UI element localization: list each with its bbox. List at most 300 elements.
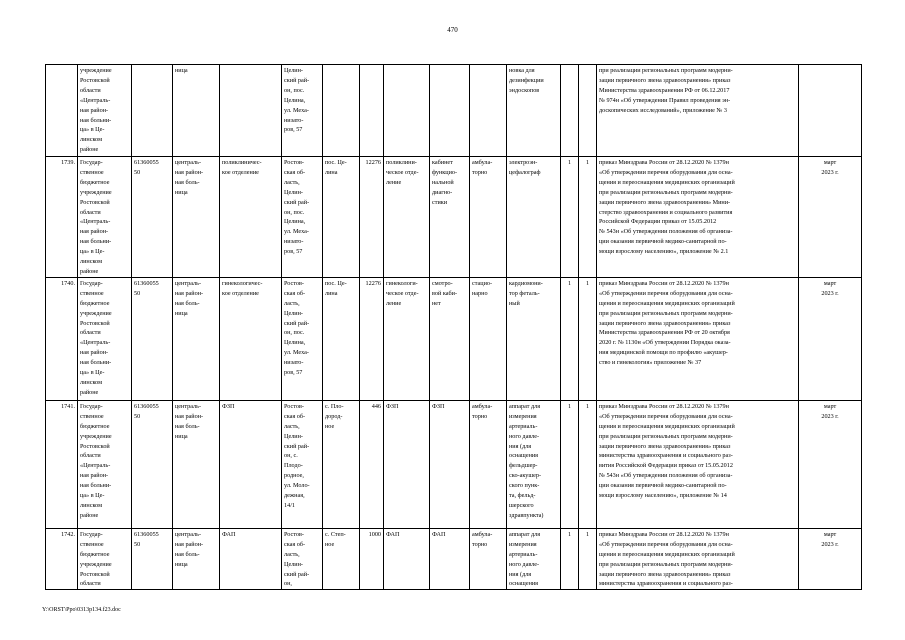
cell-text-line: ная боль-	[175, 550, 200, 558]
cell-text-line: 61360055	[134, 402, 159, 410]
cell-text-line: ного давле-	[509, 560, 540, 568]
cell-text-line: шерского	[509, 501, 534, 509]
cell-text-line: «Об утверждении перечня оборудования для осна-	[599, 289, 733, 297]
cell-text-line: ная район-	[175, 412, 204, 420]
cell-text-line: районе	[80, 388, 99, 396]
department-cell	[384, 157, 430, 278]
cell-text-line: ная район-	[80, 472, 109, 480]
cell-text-line: ного давле-	[509, 432, 540, 440]
cell-text-line: 50	[134, 168, 141, 176]
cell-text-line: Целина,	[284, 96, 306, 104]
cell-text-line: ственное	[80, 289, 104, 297]
cell-text-line: централь-	[175, 402, 202, 410]
population-cell	[360, 65, 384, 157]
cell-text-line: Целин-	[284, 188, 303, 196]
cell-text-line: 50	[134, 412, 141, 420]
cell-text-line: ФАП	[222, 530, 236, 538]
table-body	[46, 65, 862, 590]
equipment-table	[45, 64, 862, 590]
cell-text-line: торно	[472, 168, 488, 176]
department-cell	[384, 528, 430, 589]
room-cell	[430, 277, 470, 400]
care-conditions-cell	[470, 400, 507, 528]
cell-text-line: торно	[472, 540, 488, 548]
cell-text-line: ца» в Це-	[80, 126, 105, 134]
cell-text-line: Государ-	[80, 159, 103, 166]
cell-text-line: Плодо-	[284, 462, 303, 470]
population-cell	[360, 277, 384, 400]
legal-basis-cell	[597, 65, 799, 157]
cell-text-line: «Централь-	[80, 96, 111, 104]
cell-text-line: зации первичного звена здравоохранения» приказ	[599, 570, 731, 578]
cell-text-line: нарно	[472, 289, 488, 297]
delivery-date-cell	[799, 400, 862, 528]
cell-text-line: ная район-	[80, 349, 109, 357]
cell-text-line: приказ Минздрава России от 28.12.2020 № 1379н	[599, 279, 729, 287]
quantity-cell	[561, 277, 579, 400]
cell-text-line: ный	[509, 299, 520, 307]
cell-text-line: 1740.	[61, 279, 75, 287]
equipment-cell	[507, 277, 561, 400]
table-row	[46, 400, 862, 528]
organization-cell	[78, 65, 132, 157]
cell-text-line: кое отделение	[222, 289, 259, 297]
cell-text-line: эндоскопов	[509, 86, 540, 94]
cell-text-line: та, фельд-	[509, 492, 536, 500]
cell-text-line: фельдшер-	[509, 462, 538, 470]
cell-text-line: «Об утверждении перечня оборудования для осна-	[599, 412, 733, 420]
cell-text-line: министерства здравоохранения и социального раз-	[599, 452, 733, 460]
row-number-cell	[46, 400, 78, 528]
cell-text-line: бюджетное	[80, 178, 110, 186]
cell-text-line: он, пос.	[284, 329, 305, 337]
cell-text-line: 50	[134, 540, 141, 548]
cell-text-line: артериаль-	[509, 422, 538, 430]
cell-text-line: 50	[134, 289, 141, 297]
cell-text-line: бюджетное	[80, 299, 110, 307]
cell-text-line: ФЗП	[432, 402, 445, 410]
cell-text-line: ная район-	[175, 540, 204, 548]
cell-text-line: март	[823, 402, 837, 410]
cell-text-line: при реализации региональных программ модерни-	[599, 432, 733, 440]
cell-text-line: области	[80, 208, 101, 216]
cell-text-line: 61360055	[134, 279, 159, 287]
cell-text-line: низато-	[284, 116, 304, 124]
cell-text-line: области	[80, 580, 101, 588]
cell-text-line: ул. Меха-	[284, 106, 309, 114]
settlement-cell	[323, 65, 360, 157]
org-code-cell	[132, 157, 173, 278]
mo-type-cell	[173, 277, 220, 400]
cell-text-line: № 543н «Об утверждении положения об организа-	[599, 228, 733, 236]
room-cell	[430, 157, 470, 278]
cell-text-line: гинекологи-	[386, 279, 418, 287]
cell-text-line: стики	[432, 198, 448, 206]
cell-text-line: мощи взрослому населению», приложение № 14	[599, 492, 727, 500]
cell-text-line: здравпункта)	[509, 511, 544, 519]
delivery-date-cell	[799, 65, 862, 157]
cell-text-line: лина	[325, 289, 338, 297]
cell-text-line: Целин-	[284, 67, 303, 74]
cell-text-line: 446	[371, 402, 381, 410]
organization-cell	[78, 277, 132, 400]
cell-text-line: централь-	[175, 279, 202, 287]
cell-text-line: тор феталь-	[509, 289, 540, 297]
cell-text-line: ство и гинекология» приложение № 37	[599, 359, 702, 367]
cell-text-line: линском	[80, 378, 103, 386]
address-cell	[282, 157, 323, 278]
cell-text-line: ул. Меха-	[284, 228, 309, 236]
cell-text-line: 12276	[365, 279, 381, 287]
cell-text-line: кабинет	[432, 159, 453, 166]
settlement-cell	[323, 277, 360, 400]
table-row	[46, 528, 862, 589]
cell-text-line: Ростовской	[80, 570, 110, 578]
equipment-cell	[507, 528, 561, 589]
delivery-date-cell	[799, 157, 862, 278]
quantity-cell	[561, 157, 579, 278]
cell-text-line: поликлиничес-	[222, 159, 262, 166]
cell-text-line: 1	[567, 279, 572, 287]
cell-text-line: ная район-	[175, 168, 204, 176]
cell-text-line: ница	[175, 309, 188, 317]
cell-text-line: ное	[325, 422, 335, 430]
cell-text-line: ул. Меха-	[284, 349, 309, 357]
population-cell	[360, 528, 384, 589]
cell-text-line: ная боль-	[175, 299, 200, 307]
cell-text-line: 2023 г.	[821, 540, 839, 548]
cell-text-line: Ростов-	[284, 159, 304, 166]
row-number-cell	[46, 157, 78, 278]
cell-text-line: ная больни-	[80, 116, 112, 124]
cell-text-line: ции оказания первичной медико-санитарной по-	[599, 238, 727, 246]
cell-text-line: 61360055	[134, 159, 159, 166]
cell-text-line: Ростов-	[284, 402, 304, 410]
cell-text-line: бюджетное	[80, 550, 110, 558]
cell-text-line: «Централь-	[80, 462, 111, 470]
cell-text-line: Министерства здравоохранения РФ от 06.12.2017	[599, 86, 730, 94]
row-number-cell	[46, 528, 78, 589]
cell-text-line: ласть,	[284, 299, 300, 307]
cell-text-line: ница	[175, 560, 188, 568]
cell-text-line: Государ-	[80, 530, 103, 538]
cell-text-line: ление	[386, 299, 402, 307]
cell-text-line: измерения	[509, 540, 537, 548]
cell-text-line: учреждение	[80, 309, 112, 317]
cell-text-line: Целина,	[284, 218, 306, 226]
cell-text-line: № 974н «Об утверждении Правил проведения эн-	[599, 96, 731, 104]
cell-text-line: оснащения	[509, 580, 539, 588]
cell-text-line: 1	[585, 279, 590, 287]
cell-text-line: ская об-	[284, 168, 306, 176]
cell-text-line: ский рай-	[284, 76, 310, 84]
organization-cell	[78, 528, 132, 589]
organization-cell	[78, 400, 132, 528]
cell-text-line: родное,	[284, 472, 304, 480]
cell-text-line: ная боль-	[175, 422, 200, 430]
quantity-cell	[561, 528, 579, 589]
cell-text-line: Целина,	[284, 339, 306, 347]
cell-text-line: ная боль-	[175, 178, 200, 186]
cell-text-line: ная больни-	[80, 359, 112, 367]
cell-text-line: с. Степ-	[325, 530, 346, 538]
cell-text-line: щения и переоснащения медицинских организаций	[599, 299, 735, 307]
org-code-cell	[132, 277, 173, 400]
cell-text-line: пос. Це-	[325, 159, 347, 166]
cell-text-line: ско-акушер-	[509, 472, 542, 480]
address-cell	[282, 528, 323, 589]
cell-text-line: министерства здравоохранения и социального раз-	[599, 580, 733, 588]
cell-text-line: ский рай-	[284, 198, 310, 206]
structural-unit-cell	[220, 277, 282, 400]
cell-text-line: вой каби-	[432, 289, 458, 297]
cell-text-line: ласть,	[284, 178, 300, 186]
cell-text-line: ФАП	[386, 530, 400, 538]
cell-text-line: измерения	[509, 412, 537, 420]
cell-text-line: Государ-	[80, 279, 103, 287]
cell-text-line: при реализации региональных программ модерни-	[599, 560, 733, 568]
cell-text-line: новка для	[509, 67, 535, 74]
cell-text-line: ница	[175, 67, 188, 74]
cell-text-line: ница	[175, 188, 188, 196]
address-cell	[282, 400, 323, 528]
cell-text-line: ца» в Це-	[80, 248, 105, 256]
cell-text-line: ная район-	[80, 106, 109, 114]
cell-text-line: «Централь-	[80, 339, 111, 347]
cell-text-line: ская об-	[284, 412, 306, 420]
cell-text-line: ца» в Це-	[80, 369, 105, 377]
cell-text-line: линском	[80, 501, 103, 509]
cell-text-line: он,	[284, 580, 292, 588]
cell-text-line: Целин-	[284, 432, 303, 440]
cell-text-line: Государ-	[80, 402, 103, 410]
address-cell	[282, 277, 323, 400]
cell-text-line: ров, 57	[284, 369, 303, 377]
delivery-date-cell	[799, 277, 862, 400]
cell-text-line: дежная,	[284, 492, 305, 500]
cell-text-line: март	[823, 279, 837, 287]
cell-text-line: март	[823, 159, 837, 166]
cell-text-line: централь-	[175, 159, 202, 166]
care-conditions-cell	[470, 65, 507, 157]
care-conditions-cell	[470, 157, 507, 278]
cell-text-line: 1	[567, 402, 572, 410]
cell-text-line: аппарат для	[509, 402, 541, 410]
table-row	[46, 157, 862, 278]
cell-text-line: приказ Минздрава России от 28.12.2020 № 1379н	[599, 159, 729, 166]
cell-text-line: ственное	[80, 168, 104, 176]
cell-text-line: функцио-	[432, 168, 458, 176]
legal-basis-cell	[597, 400, 799, 528]
cell-text-line: при реализации региональных программ модерни-	[599, 188, 733, 196]
cell-text-line: щения и переоснащения медицинских организаций	[599, 422, 735, 430]
cell-text-line: ФАП	[432, 530, 446, 538]
cell-text-line: Российской Федерации приказ от 15.05.2012	[599, 218, 717, 226]
cell-text-line: ное	[325, 540, 335, 548]
delivery-date-cell	[799, 528, 862, 589]
cell-text-line: зации первичного звена здравоохранения» приказ	[599, 319, 731, 327]
mo-type-cell	[173, 528, 220, 589]
cell-text-line: Ростовской	[80, 198, 110, 206]
cell-text-line: ния (для	[509, 570, 532, 578]
footer-file-path: Y:\ORST\Ppo\0313p134.f23.doc	[42, 607, 121, 613]
quantity-total-cell	[579, 157, 597, 278]
cell-text-line: низато-	[284, 359, 304, 367]
cell-text-line: лина	[325, 168, 338, 176]
cell-text-line: 14/1	[284, 501, 296, 509]
cell-text-line: 1	[567, 159, 572, 166]
cell-text-line: линском	[80, 136, 103, 144]
cell-text-line: ции оказания первичной медико-санитарной по-	[599, 482, 727, 490]
cell-text-line: диагно-	[432, 188, 453, 196]
equipment-cell	[507, 65, 561, 157]
cell-text-line: зации первичного звена здравоохранения» Мини-	[599, 198, 731, 206]
quantity-total-cell	[579, 400, 597, 528]
cell-text-line: области	[80, 452, 101, 460]
cell-text-line: стацио-	[472, 279, 493, 287]
cell-text-line: электроэн-	[509, 159, 538, 166]
quantity-total-cell	[579, 277, 597, 400]
structural-unit-cell	[220, 528, 282, 589]
structural-unit-cell	[220, 65, 282, 157]
cell-text-line: районе	[80, 267, 99, 275]
cell-text-line: учреждение	[80, 67, 112, 74]
quantity-cell	[561, 65, 579, 157]
row-number-cell	[46, 277, 78, 400]
cell-text-line: Ростов-	[284, 279, 304, 287]
org-code-cell	[132, 528, 173, 589]
quantity-cell	[561, 400, 579, 528]
table-row	[46, 65, 862, 157]
cell-text-line: учреждение	[80, 188, 112, 196]
cell-text-line: № 543н «Об утверждении положения об организа-	[599, 472, 733, 480]
cell-text-line: дород-	[325, 412, 343, 420]
settlement-cell	[323, 400, 360, 528]
cell-text-line: пос. Це-	[325, 279, 347, 287]
org-code-cell	[132, 65, 173, 157]
cell-text-line: ский рай-	[284, 319, 310, 327]
cell-text-line: ская об-	[284, 540, 306, 548]
cell-text-line: он, пос.	[284, 208, 305, 216]
cell-text-line: вития Российской Федерации приказ от 15.05.2012	[599, 462, 733, 470]
cell-text-line: ния (для	[509, 442, 532, 450]
cell-text-line: ская об-	[284, 289, 306, 297]
cell-text-line: нет	[432, 299, 441, 307]
cell-text-line: ственное	[80, 412, 104, 420]
organization-cell	[78, 157, 132, 278]
cell-text-line: амбула-	[472, 159, 493, 166]
population-cell	[360, 400, 384, 528]
cell-text-line: учреждение	[80, 560, 112, 568]
cell-text-line: Ростов-	[284, 530, 304, 538]
department-cell	[384, 400, 430, 528]
cell-text-line: ческое отде-	[386, 289, 419, 297]
cell-text-line: поликлини-	[386, 159, 417, 166]
cell-text-line: 1	[585, 159, 590, 166]
cell-text-line: ческое отде-	[386, 168, 419, 176]
cell-text-line: кое отделение	[222, 168, 259, 176]
cell-text-line: 2020 г. № 1130н «Об утверждении Порядка оказа-	[599, 339, 731, 347]
cell-text-line: Ростовской	[80, 442, 110, 450]
cell-text-line: области	[80, 329, 101, 337]
mo-type-cell	[173, 65, 220, 157]
address-cell	[282, 65, 323, 157]
cell-text-line: «Об утверждении перечня оборудования для осна-	[599, 540, 733, 548]
cell-text-line: 1	[585, 402, 590, 410]
structural-unit-cell	[220, 400, 282, 528]
legal-basis-cell	[597, 157, 799, 278]
cell-text-line: районе	[80, 146, 99, 154]
cell-text-line: зации первичного звена здравоохранения» приказ	[599, 76, 731, 84]
cell-text-line: Целин-	[284, 309, 303, 317]
row-number-cell	[46, 65, 78, 157]
cell-text-line: 2023 г.	[821, 168, 839, 176]
cell-text-line: ул. Моло-	[284, 482, 310, 490]
cell-text-line: аппарат для	[509, 530, 541, 538]
legal-basis-cell	[597, 277, 799, 400]
cell-text-line: приказ Минздрава России от 28.12.2020 № 1379н	[599, 530, 729, 538]
cell-text-line: он, с.	[284, 452, 298, 460]
cell-text-line: ление	[386, 178, 402, 186]
cell-text-line: линском	[80, 258, 103, 266]
room-cell	[430, 65, 470, 157]
cell-text-line: ственное	[80, 540, 104, 548]
cell-text-line: Ростовской	[80, 76, 110, 84]
cell-text-line: 1742.	[61, 530, 75, 538]
cell-text-line: ная район-	[175, 289, 204, 297]
cell-text-line: нальной	[432, 178, 454, 186]
settlement-cell	[323, 528, 360, 589]
cell-text-line: 1	[567, 530, 572, 538]
equipment-cell	[507, 400, 561, 528]
cell-text-line: 12276	[365, 159, 381, 166]
cell-text-line: при реализации региональных программ модерни-	[599, 67, 733, 74]
cell-text-line: области	[80, 86, 101, 94]
population-cell	[360, 157, 384, 278]
cell-text-line: «Об утверждении перечня оборудования для осна-	[599, 168, 733, 176]
cell-text-line: Министерства здравоохранения РФ от 20 октября	[599, 329, 730, 337]
cell-text-line: щения и переоснащения медицинских организаций	[599, 178, 735, 186]
cell-text-line: цефалограф	[509, 168, 541, 176]
cell-text-line: бюджетное	[80, 422, 110, 430]
cell-text-line: оснащения	[509, 452, 539, 460]
cell-text-line: приказ Минздрава России от 28.12.2020 № 1379н	[599, 402, 729, 410]
cell-text-line: доскопических исследований», приложение № 3	[599, 106, 727, 114]
cell-text-line: учреждение	[80, 432, 112, 440]
cell-text-line: ский рай-	[284, 570, 310, 578]
cell-text-line: 1739.	[61, 159, 75, 166]
cell-text-line: амбула-	[472, 530, 493, 538]
cell-text-line: смотро-	[432, 279, 453, 287]
org-code-cell	[132, 400, 173, 528]
department-cell	[384, 277, 430, 400]
quantity-total-cell	[579, 65, 597, 157]
cell-text-line: централь-	[175, 530, 202, 538]
cell-text-line: щения и переоснащения медицинских организаций	[599, 550, 735, 558]
cell-text-line: 1741.	[61, 402, 75, 410]
cell-text-line: 1000	[368, 530, 381, 538]
settlement-cell	[323, 157, 360, 278]
cell-text-line: ния медицинской помощи по профилю «акушер-	[599, 349, 728, 357]
cell-text-line: ров, 57	[284, 248, 303, 256]
structural-unit-cell	[220, 157, 282, 278]
cell-text-line: районе	[80, 511, 99, 519]
cell-text-line: 2023 г.	[821, 289, 839, 297]
quantity-total-cell	[579, 528, 597, 589]
cell-text-line: ФЗП	[222, 402, 235, 410]
cell-text-line: торно	[472, 412, 488, 420]
cell-text-line: ласть,	[284, 422, 300, 430]
